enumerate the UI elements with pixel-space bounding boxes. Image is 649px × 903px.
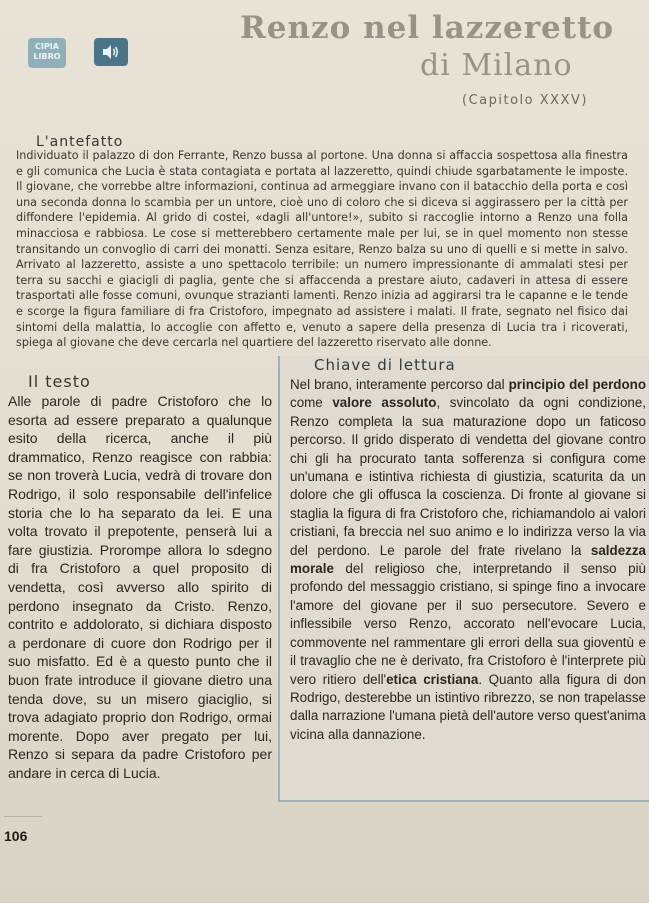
highlight-saldezza: saldezza morale: [290, 542, 646, 577]
testo-heading: Il testo: [28, 372, 91, 391]
chiave-paragraph: Nel brano, interamente percorso dal principio del perdono come valore assoluto, svincolato da ogni condizione, Renzo completa la sua maturazione dopo un faticoso percorso. Il grido disperato di vendetta del giovane contro chi gli ha procurato tanta sofferenza si configura come un'umana e istintiva richiesta di giustizia, scaturita da un dolore che gli offusca la coscienza. Di fronte al giovane si staglia la figura di fra Cristoforo che, richiamandolo ai valori cristiani, fa breccia nel suo animo e lo indirizza verso la via del perdono. Le parole del frate rivelano la saldezza morale del religioso che, interpretando il senso più profondo del messaggio cristiano, si spinge fino a invocare l'amore del giovane per il suo persecutore. Severo e inflessibile verso Renzo, accorato nell'evocare Lucia, commovente nel rammentare gli errori della sua gioventù e il travaglio che ne è derivato, fra Cristoforo è l'interprete più vero ritiero dell'etica cristiana. Quanto alla figura di don Rodrigo, desterebbe un istintivo ribrezzo, se non trapelasse dalla narrazione l'umana pietà dell'autore verso quest'anima vicina alla dannazione.: [290, 377, 647, 742]
page-title-line-2: di Milano: [420, 48, 573, 83]
chapter-label: (Capitolo XXXV): [462, 93, 588, 108]
page-number: 106: [4, 828, 28, 844]
page-title-line-1: Renzo nel lazzeretto: [240, 10, 615, 46]
digital-book-badge[interactable]: [28, 38, 66, 68]
testo-paragraph: Alle parole di padre Cristoforo che lo esorta ad essere preparato a qualunque esito della ricerca, anche il più drammatico, Renzo reagisce con rabbia: se non troverà Lucia, vedrà di trovare don Rodrigo, il solo responsabile dell'infelice storia che lo ha separato da lei. E una volta trovato il prepotente, penserà lui a fare giustizia. Prorompe allora lo sdegno di fra Cristoforo a quel proposito di vendetta, così avverso allo spirito di perdono insegnato da Cristo. Renzo, contrito e addolorato, si dichiara disposto a perdonare di cuore don Rodrigo per il suo misfatto. Ed è a questo punto che il buon frate introduce il giovane dietro una tenda dove, su un misero giaciglio, si trova adagiato proprio don Rodrigo, ormai morente. Dopo aver pregato per lui, Renzo si separa da padre Cristoforo per andare in cerca di Lucia.: [8, 393, 272, 781]
badge-label: CIPIA LIBRO: [33, 42, 61, 61]
audio-play-button[interactable]: [94, 38, 128, 66]
highlight-principio: principio del perdono: [508, 377, 646, 392]
antefatto-heading: L'antefatto: [36, 134, 124, 150]
highlight-valore: valore assoluto: [332, 395, 437, 411]
highlight-etica: etica cristiana: [386, 671, 479, 687]
antefatto-paragraph: Individuato il palazzo di don Ferrante, Renzo bussa al portone. Una donna si affaccia sospettosa alla finestra e gli comunica che Lucia è stata contagiata e portata al lazzeretto, quindi chiude sgarbatamente le imposte. Il giovane, che vorrebbe altre informazioni, continua ad armeggiare invano con il batacchio della porta e così una seconda donna lo scambia per un untore, cioè uno di coloro che si diceva si aggirassero per la città per diffondere l'epidemia. Al grido di costei, «dagli all'untore!», subito si raccoglie intorno a Renzo una folla minacciosa e rabbiosa. Le cose si metterebbero certamente male per lui, se in quel momento non stesse transitando un convoglio di carri dei monatti. Senza esitare, Renzo balza su uno di quelli e si mette in salvo. Arrivato al lazzeretto, assiste a uno spettacolo terribile: un numero impressionante di ammalati stesi per terra su sacchi e giacigli di paglia, gente che si affaccenda a prestare aiuto, cadaveri in attesa di essere trasportati alle fosse comuni, ovunque strazianti lamenti. Renzo inizia ad aggirarsi tra le capanne e le tende e scorge la figura familiare di fra Cristoforo, impegnato ad assistere i malati. Il frate, segnato nel fisico dai sintomi della malattia, lo accoglie con affetto e, venuto a sapere della presenza di Lucia tra i ricoverati, spiega al giovane che deve cercarla nel quartiere del lazzeretto riservato alle donne.: [16, 149, 628, 350]
chiave-heading: Chiave di lettura: [314, 356, 456, 374]
footer-divider: [4, 816, 42, 817]
speaker-icon: [102, 44, 120, 60]
